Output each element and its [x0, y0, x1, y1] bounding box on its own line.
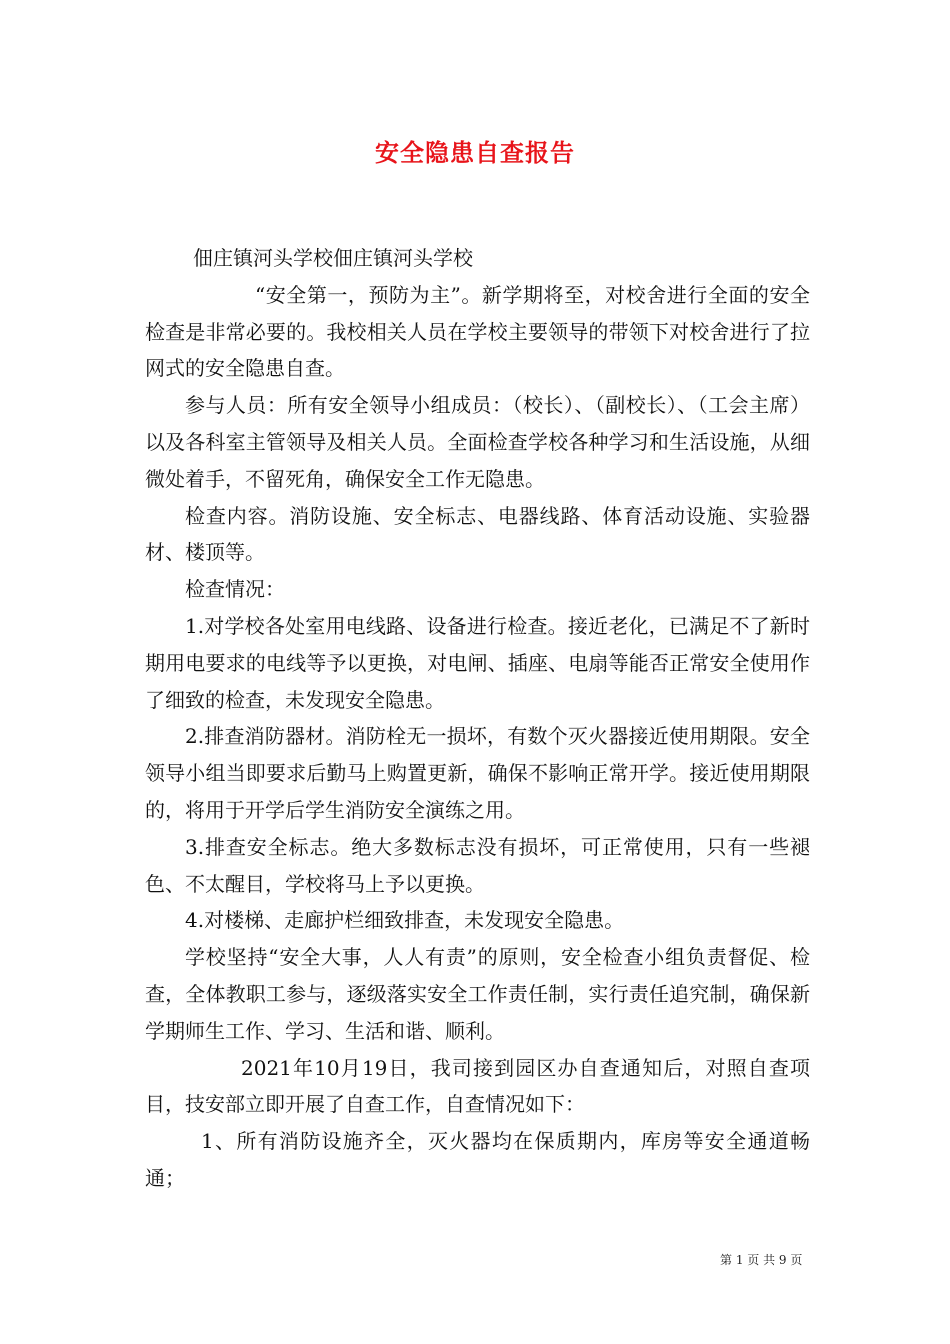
- paragraph-item-3: 3.排查安全标志。绝大多数标志没有损坏，可正常使用，只有一些褪色、不太醒目，学校将马上予以更换。: [145, 834, 810, 896]
- page-number-footer: 第 1 页 共 9 页: [720, 1253, 803, 1267]
- paragraph-item-1: 1.对学校各处室用电线路、设备进行检查。接近老化，已满足不了新时期用电要求的电线等予以更换，对电闸、插座、电扇等能否正常安全使用作了细致的检查，未发现安全隐患。: [145, 613, 810, 712]
- paragraph-inspection-content: 检查内容。消防设施、安全标志、电器线路、体育活动设施、实验器材、楼顶等。: [145, 503, 810, 565]
- paragraph-inspection-status: 检查情况：: [185, 577, 285, 602]
- paragraph-principle: 学校坚持“安全大事，人人有责”的原则，安全检查小组负责督促、检查，全体教职工参与，逐级落实安全工作责任制，实行责任追究制，确保新学期师生工作、学习、生活和谐、顺利。: [145, 945, 810, 1043]
- paragraph-self-check-date: 2021年10月19日，我司接到园区办自查通知后，对照自查项目，技安部立即开展了自查工作，自查情况如下：: [145, 1055, 810, 1117]
- paragraph-item-4: 4.对楼梯、走廊护栏细致排查，未发现安全隐患。: [185, 908, 625, 933]
- document-body: [145, 240, 810, 1197]
- paragraph-fire-facilities: 1、所有消防设施齐全，灭火器均在保质期内，库房等安全通道畅通；: [145, 1129, 810, 1190]
- document-title: 安全隐患自查报告: [375, 138, 575, 167]
- paragraph-item-2: 2.排查消防器材。消防栓无一损坏，有数个灭火器接近使用期限。安全领导小组当即要求后勤马上购置更新，确保不影响正常开学。接近使用期限的，将用于开学后学生消防安全演练之用。: [145, 724, 810, 822]
- author-line: 佃庄镇河头学校佃庄镇河头学校: [193, 246, 473, 270]
- paragraph-intro: “安全第一，预防为主”。新学期将至，对校舍进行全面的安全检查是非常必要的。我校相关人员在学校主要领导的带领下对校舍进行了拉网式的安全隐患自查。: [145, 282, 810, 381]
- paragraph-participants: 参与人员：所有安全领导小组成员：（校长）、（副校长）、（工会主席）以及各科室主管领导及相关人员。全面检查学校各种学习和生活设施，从细微处着手，不留死角，确保安全工作无隐患。: [145, 393, 810, 491]
